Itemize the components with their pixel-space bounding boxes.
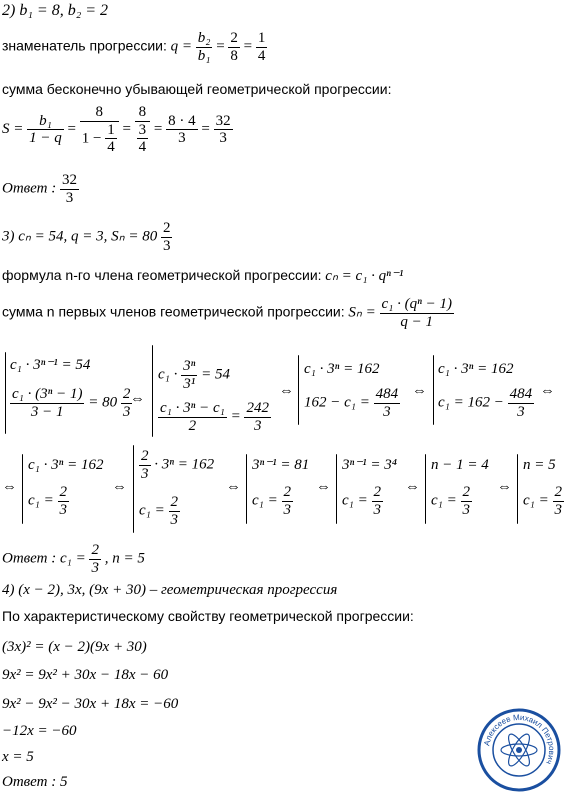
p2-frac-1-4: $\frac{1}{4}$ (257, 30, 266, 64)
p3-sum-frac: $\frac{\text{c₁ · (qⁿ − 1)}}{q - 1}$ (381, 296, 452, 330)
p2-frac-complex: 8 1 − $\frac{1}{4}$ (80, 104, 119, 156)
p4-heading: 4) (x − 2), 3x, (9x + 30) – геометрическая прогрессия (2, 582, 338, 598)
p2-sum-label: сумма бесконечно убывающей геометрической прогрессии: (2, 81, 392, 97)
p4-line3: 9x² − 9x² − 30x + 18x = −60 (2, 696, 179, 712)
sys7-a: 3ⁿ⁻¹ = 81 (252, 457, 310, 473)
sys2-a: c₁ · $\frac{\text{3ⁿ}}{\text{3¹}}$ = 54 (158, 358, 230, 392)
sys8-brace (336, 454, 337, 524)
sys6-brace (133, 445, 134, 533)
sys8-a: 3ⁿ⁻¹ = 3⁴ (342, 457, 397, 473)
p3-nth-line: формула n-го члена геометрической прогрессии: cₙ = c₁ · qⁿ⁻¹ (2, 267, 404, 284)
p2-frac-2-8: $\frac{2}{8}$ (230, 30, 238, 64)
p3-answer: Ответ : c₁ = $\frac{2}{3}$ , n = 5 (2, 542, 145, 576)
p4-answer: Ответ : 5 (2, 774, 68, 790)
atom-nucleus-icon (516, 747, 522, 753)
sys9-a: n − 1 = 4 (431, 457, 489, 473)
stamp-text: Алексеев Михаил Петрович (482, 712, 557, 766)
p2-q-frac: $\frac{\text{b₂}}{\text{b₁}}$ (197, 30, 211, 64)
p4-line5: x = 5 (2, 749, 34, 765)
p2-frac-b1: $\frac{\text{b₁}}{1 - q}$ (29, 112, 62, 147)
sys3-a: c₁ · 3ⁿ = 162 (304, 361, 380, 377)
p3-heading: 3) cₙ = 54, q = 3, Sₙ = 80 $\frac{2}{3}$ (2, 220, 171, 254)
sys7-b: c₁ = $\frac{2}{3}$ (252, 484, 291, 518)
sys4-brace (433, 355, 434, 425)
sys4-b: c₁ = 162 − $\frac{484}{3}$ (438, 386, 533, 420)
p2-sum-formula: S = $\frac{\text{b₁}}{1 - q}$ = 8 1 − $\frac{1}{4}$ = $\frac{8}{\frac{3}{4}}$ = $\frac{8 \cdot 4}{3}$ = $\frac{32}{3}$ (2, 104, 231, 155)
p2-answer-frac: $\frac{32}{3}$ (61, 172, 77, 206)
p4-property-label: По характеристическому свойству геометрической прогрессии: (2, 608, 414, 624)
p2-frac-complex2: $\frac{8}{\frac{3}{4}}$ (135, 104, 151, 156)
sys3-brace (298, 355, 299, 425)
iff-5: ⇔ (2, 479, 17, 495)
sys10-b: c₁ = $\frac{2}{3}$ (523, 484, 562, 518)
iff-4: ⇔ (540, 383, 555, 399)
author-stamp-logo (477, 708, 561, 792)
p4-line1: (3x)² = (x − 2)(9x + 30) (2, 639, 147, 655)
p2-frac-8x4: $\frac{8 \cdot 4}{3}$ (168, 112, 196, 147)
p2-answer: Ответ : $\frac{32}{3}$ (2, 172, 77, 206)
p4-line2: 9x² = 9x² + 30x − 18x − 60 (2, 667, 169, 683)
sys10-a: n = 5 (523, 457, 556, 473)
iff-8: ⇔ (316, 479, 331, 495)
sys1-brace (5, 352, 6, 434)
p2-denominator-label: знаменатель прогрессии: (2, 37, 167, 54)
sys2-brace (152, 345, 153, 437)
sys10-brace (517, 454, 518, 524)
sys6-b: c₁ = $\frac{2}{3}$ (139, 494, 178, 528)
sys5-brace (22, 454, 23, 524)
sys4-a: c₁ · 3ⁿ = 162 (438, 361, 514, 377)
sys3-b: 162 − c₁ = $\frac{484}{3}$ (304, 386, 399, 420)
iff-7: ⇔ (226, 479, 241, 495)
sys8-b: c₁ = $\frac{2}{3}$ (342, 484, 381, 518)
sys1-b: $\frac{\text{c₁ · (3ⁿ − 1)}}{3 - 1}$ = 80 $\frac{2}{3}$ (12, 386, 131, 420)
sys1-a: c₁ · 3ⁿ⁻¹ = 54 (10, 357, 91, 373)
iff-10: ⇔ (497, 479, 512, 495)
iff-6: ⇔ (112, 479, 127, 495)
iff-3: ⇔ (412, 383, 427, 399)
p2-q-var: q = (170, 38, 192, 55)
sys9-brace (425, 454, 426, 524)
iff-9: ⇔ (405, 479, 420, 495)
iff-1: ⇔ (130, 391, 145, 407)
p3-heading-frac: $\frac{2}{3}$ (162, 220, 171, 254)
sys5-a: c₁ · 3ⁿ = 162 (28, 457, 104, 473)
sys7-brace (246, 454, 247, 524)
p3-sum-line: сумма n первых членов геометрической прогрессии: Sₙ = $\frac{\text{c₁ · (qⁿ − 1)}}{q - 1}$ (2, 296, 452, 330)
p2-frac-32-3: $\frac{32}{3}$ (215, 112, 231, 147)
iff-2: ⇔ (279, 383, 294, 399)
sys2-b: $\frac{\text{c₁ · 3ⁿ − c₁}}{2}$ = $\frac{242}{3}$ (160, 400, 269, 434)
p4-line4: −12x = −60 (2, 723, 77, 739)
p2-denominator-line: знаменатель прогрессии: q = $\frac{\text{b₂}}{\text{b₁}}$ = $\frac{2}{8}$ = $\frac{1}{4}$ (2, 30, 266, 64)
sys5-b: c₁ = $\frac{2}{3}$ (28, 484, 67, 518)
sys6-a: $\frac{2}{3}$ · 3ⁿ = 162 (141, 448, 215, 482)
sys9-b: c₁ = $\frac{2}{3}$ (431, 484, 470, 518)
p2-heading: 2) b₁ = 8, b₂ = 2 (2, 2, 109, 19)
